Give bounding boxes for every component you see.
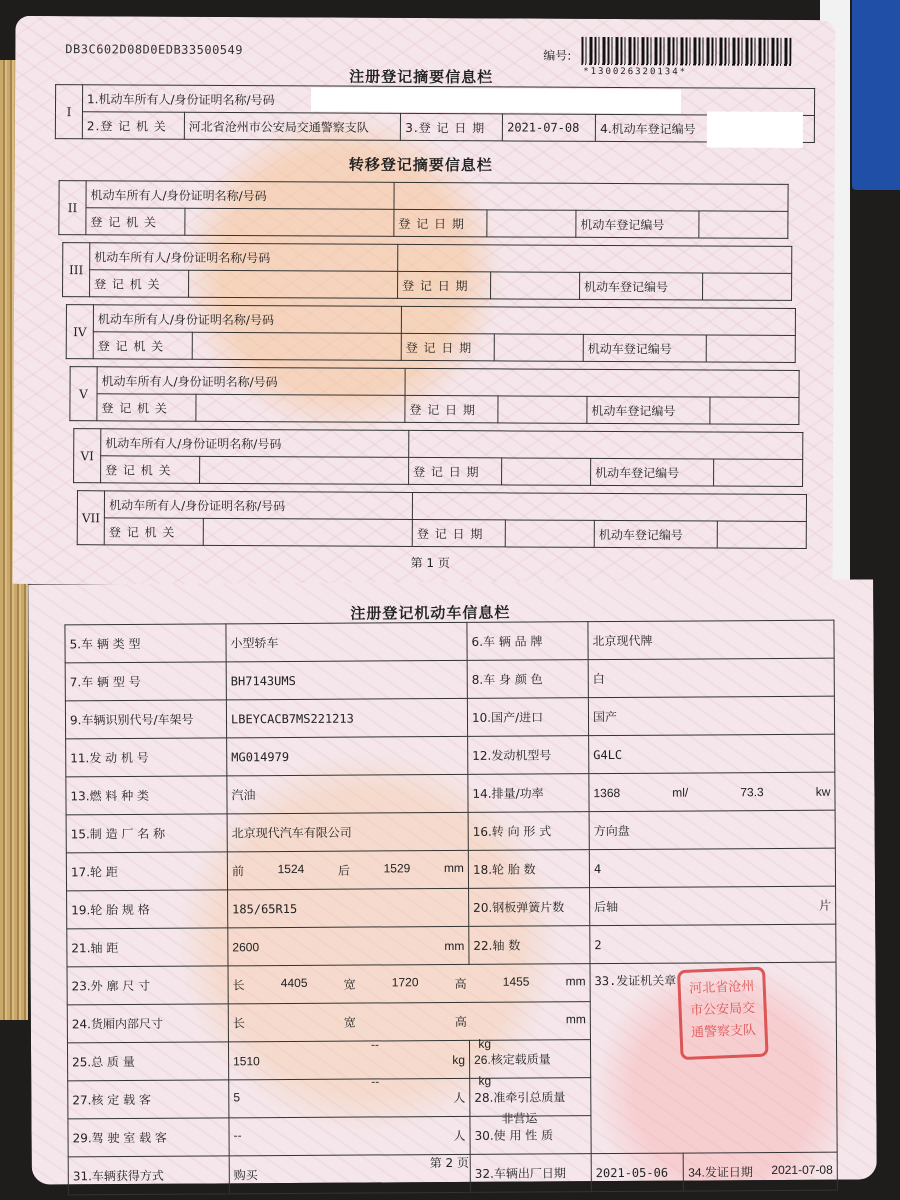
transfer-authority-value bbox=[189, 270, 398, 298]
steering-label: 16.转 向 形 式 bbox=[468, 812, 589, 851]
transfer-date-value bbox=[491, 272, 580, 299]
barcode-number: *130026320134* bbox=[583, 66, 688, 78]
tow-label: 28.准牵引总质量 bbox=[470, 1078, 591, 1117]
fuel-label: 13.燃 料 种 类 bbox=[66, 776, 227, 815]
engine-no-value: MG014979 bbox=[227, 736, 468, 775]
vehicle-type-label: 5.车 辆 类 型 bbox=[65, 624, 226, 663]
transfer-block bbox=[73, 428, 803, 487]
maker-value: 北京现代汽车有限公司 bbox=[227, 812, 468, 851]
engine-model-value: G4LC bbox=[589, 734, 835, 774]
transfer-authority-label: 登 记 机 关 bbox=[93, 332, 192, 360]
transfer-owner-value bbox=[405, 368, 799, 397]
transfer-owner-label: 机动车所有人/身份证明名称/号码 bbox=[97, 367, 405, 396]
transfer-authority-value bbox=[185, 208, 394, 236]
transfer-reg-no-label: 机动车登记编号 bbox=[583, 334, 706, 362]
vin-value: LBEYCACB7MS221213 bbox=[226, 698, 467, 737]
springs-label: 20.钢板弹簧片数 bbox=[469, 888, 590, 927]
transfer-block bbox=[58, 180, 788, 239]
row-numeral: II bbox=[59, 181, 86, 235]
vehicle-info-title: 注册登记机动车信息栏 bbox=[350, 603, 511, 623]
table-row bbox=[66, 848, 835, 891]
use-label: 30.使 用 性 质 bbox=[470, 1116, 591, 1155]
track-value: 前 1524 后 1529 mm bbox=[227, 850, 468, 889]
transfer-reg-no-value bbox=[703, 273, 792, 300]
transfer-owner-label: 机动车所有人/身份证明名称/号码 bbox=[86, 181, 394, 210]
transfer-owner-label: 机动车所有人/身份证明名称/号码 bbox=[90, 243, 398, 272]
row-numeral: VI bbox=[74, 429, 101, 483]
code-label: 编号: bbox=[543, 48, 572, 63]
outer-dims-label: 23.外 廓 尺 寸 bbox=[67, 966, 228, 1005]
date-label: 3.登 记 日 期 bbox=[401, 113, 503, 141]
transfer-date-label: 登 记 日 期 bbox=[412, 519, 505, 546]
track-label: 17.轮 距 bbox=[66, 852, 227, 891]
inner-dims-label: 24.货厢内部尺寸 bbox=[67, 1004, 228, 1043]
transfer-authority-label: 登 记 机 关 bbox=[90, 270, 189, 298]
transfer-authority-value bbox=[200, 456, 409, 484]
transfer-date-label: 登 记 日 期 bbox=[394, 209, 487, 236]
transfer-authority-label: 登 记 机 关 bbox=[97, 394, 196, 422]
transfer-date-value bbox=[487, 210, 576, 237]
displacement-value: 1368 ml/ 73.3 kw bbox=[589, 772, 835, 812]
model-value: BH7143UMS bbox=[226, 660, 467, 699]
owner-label: 1.机动车所有人/身份证明名称/号码 bbox=[82, 85, 814, 116]
transfer-reg-no-label: 机动车登记编号 bbox=[594, 520, 717, 548]
springs-value: 后轴 片 bbox=[590, 886, 836, 926]
transfer-reg-no-value bbox=[714, 459, 803, 486]
transfer-date-value bbox=[505, 520, 594, 547]
transfer-reg-no-value bbox=[717, 521, 806, 548]
row-numeral: IV bbox=[66, 305, 93, 359]
transfer-owner-value bbox=[413, 492, 807, 521]
use-value: 非营运 bbox=[501, 1111, 538, 1126]
displacement-label: 14.排量/功率 bbox=[468, 774, 589, 813]
transfer-date-label: 登 记 日 期 bbox=[405, 395, 498, 422]
cab-label: 29.驾 驶 室 载 客 bbox=[68, 1118, 229, 1157]
transfer-date-label: 登 记 日 期 bbox=[398, 271, 491, 298]
outer-dims-value: 长 4405 宽 1720 高 1455 mm bbox=[228, 964, 590, 1004]
factory-date-value: 2021-05-06 bbox=[591, 1153, 684, 1192]
transfer-block bbox=[69, 366, 799, 425]
engine-model-label: 12.发动机型号 bbox=[468, 736, 589, 775]
date-value: 2021-07-08 bbox=[503, 114, 596, 141]
wheelbase-value: 2600 mm bbox=[228, 926, 469, 965]
table-row bbox=[66, 734, 835, 777]
transfer-reg-no-value bbox=[706, 335, 795, 362]
table-row bbox=[67, 924, 836, 967]
issue-date-cell: 34.发证日期 2021-07-08 bbox=[684, 1152, 838, 1191]
transfer-owner-value bbox=[398, 244, 792, 273]
transfer-reg-no-label: 机动车登记编号 bbox=[580, 272, 703, 300]
transfer-reg-no-label: 机动车登记编号 bbox=[576, 210, 699, 238]
obtain-label: 31.车辆获得方式 bbox=[68, 1156, 229, 1195]
redaction-reg-no bbox=[707, 111, 803, 148]
transfer-owner-value bbox=[401, 306, 795, 335]
transfer-authority-value bbox=[192, 332, 401, 360]
table-row bbox=[66, 810, 835, 853]
row-numeral: VII bbox=[77, 491, 104, 545]
certificate-page-1 bbox=[13, 16, 836, 588]
load-values: -- kg bbox=[370, 1036, 492, 1052]
page-2-footer: 第 2 页 bbox=[429, 1155, 470, 1171]
tow-values: -- kg bbox=[371, 1073, 492, 1089]
maker-label: 15.制 造 厂 名 称 bbox=[66, 814, 227, 853]
inner-dims-value: 长 宽 高 mm bbox=[228, 1002, 590, 1042]
fuel-value: 汽油 bbox=[227, 774, 468, 813]
steering-value: 方向盘 bbox=[589, 810, 835, 850]
transfer-authority-label: 登 记 机 关 bbox=[101, 456, 200, 484]
transfer-reg-no-value bbox=[710, 397, 799, 424]
authority-value: 河北省沧州市公安局交通警察支队 bbox=[184, 112, 401, 140]
transfer-date-label: 登 记 日 期 bbox=[409, 457, 502, 484]
issuer-seal-cell: 33.发证机关章 bbox=[590, 962, 837, 1153]
origin-label: 10.国产/进口 bbox=[467, 698, 588, 737]
row-numeral: V bbox=[70, 367, 97, 421]
model-label: 7.车 辆 型 号 bbox=[65, 662, 226, 701]
transfer-reg-no-label: 机动车登记编号 bbox=[591, 458, 714, 486]
transfer-date-label: 登 记 日 期 bbox=[401, 333, 494, 360]
page-1-footer: 第 1 页 bbox=[410, 555, 450, 571]
serial-number: DB3C602D08D0EDB33500549 bbox=[65, 42, 244, 58]
transfer-block bbox=[62, 242, 792, 301]
transfer-owner-label: 机动车所有人/身份证明名称/号码 bbox=[105, 491, 413, 520]
transfer-reg-no-value bbox=[699, 211, 788, 238]
table-row bbox=[67, 886, 836, 929]
mass-label: 25.总 质 量 bbox=[67, 1042, 228, 1081]
row-numeral: I bbox=[55, 85, 82, 139]
vin-label: 9.车辆识别代号/车架号 bbox=[65, 700, 226, 739]
transfer-date-value bbox=[498, 396, 587, 423]
origin-value: 国产 bbox=[588, 696, 834, 736]
mass-value: 1510 kg bbox=[228, 1040, 469, 1079]
vehicle-type-value: 小型轿车 bbox=[226, 622, 467, 661]
cab-value: -- 人 bbox=[229, 1116, 470, 1155]
transfer-owner-label: 机动车所有人/身份证明名称/号码 bbox=[93, 305, 401, 334]
authority-label: 2.登 记 机 关 bbox=[82, 112, 184, 140]
table-row bbox=[65, 620, 834, 663]
color-value: 白 bbox=[588, 658, 834, 698]
transfer-owner-value bbox=[394, 182, 788, 211]
blue-folder bbox=[852, 0, 900, 190]
passengers-label: 27.核 定 载 客 bbox=[68, 1080, 229, 1119]
table-row bbox=[65, 696, 834, 739]
transfer-authority-value bbox=[196, 394, 405, 422]
table-row bbox=[65, 658, 834, 701]
load-label: 26.核定载质量 bbox=[469, 1040, 590, 1079]
brand-value: 北京现代牌 bbox=[588, 620, 834, 660]
transfer-authority-value bbox=[203, 518, 412, 546]
transfer-reg-no-label: 机动车登记编号 bbox=[587, 396, 710, 424]
brand-label: 6.车 辆 品 牌 bbox=[467, 622, 588, 661]
tire-spec-value: 185/65R15 bbox=[228, 888, 469, 927]
row-numeral: III bbox=[63, 243, 90, 297]
factory-date-label: 32.车辆出厂日期 bbox=[470, 1154, 591, 1193]
engine-no-label: 11.发 动 机 号 bbox=[66, 738, 227, 777]
table-row bbox=[66, 772, 835, 815]
axles-value: 2 bbox=[590, 924, 836, 964]
passengers-value: 5 人 bbox=[229, 1078, 470, 1117]
reg-no-label: 4.机动车登记编号 bbox=[596, 114, 716, 142]
axles-label: 22.轴 数 bbox=[469, 926, 590, 965]
transfer-summary-title: 转移登记摘要信息栏 bbox=[348, 155, 493, 175]
wheelbase-label: 21.轴 距 bbox=[67, 928, 228, 967]
transfer-date-value bbox=[494, 334, 583, 361]
certificate-page-2 bbox=[28, 579, 877, 1184]
registration-summary-title: 注册登记摘要信息栏 bbox=[349, 67, 494, 87]
barcode bbox=[581, 37, 791, 66]
tires-label: 18.轮 胎 数 bbox=[468, 850, 589, 889]
transfer-date-value bbox=[502, 458, 591, 485]
transfer-authority-label: 登 记 机 关 bbox=[86, 208, 185, 236]
tire-spec-label: 19.轮 胎 规 格 bbox=[67, 890, 228, 929]
transfer-owner-label: 机动车所有人/身份证明名称/号码 bbox=[101, 429, 409, 458]
issuer-seal-stamp: 河北省沧州 市公安局交 通警察支队 bbox=[677, 967, 769, 1061]
color-label: 8.车 身 颜 色 bbox=[467, 660, 588, 699]
transfer-block bbox=[77, 490, 807, 549]
tires-value: 4 bbox=[589, 848, 835, 888]
vehicle-info-table bbox=[64, 620, 837, 1196]
transfer-owner-value bbox=[409, 430, 803, 459]
obtain-value: 购买 bbox=[229, 1154, 470, 1193]
transfer-block bbox=[66, 304, 796, 363]
redaction-owner bbox=[311, 87, 681, 113]
transfer-authority-label: 登 记 机 关 bbox=[104, 518, 203, 546]
